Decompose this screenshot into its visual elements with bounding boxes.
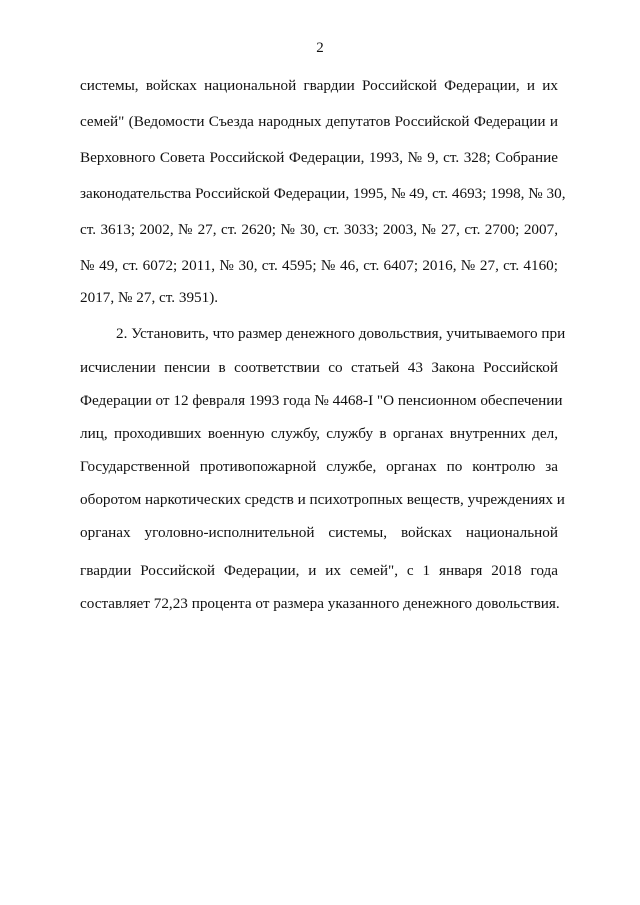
text-line: законодательства Российской Федерации, 1995, № 49, ст. 4693; 1998, № 30, [80,185,566,202]
page-number: 2 [316,40,324,56]
text-line: ст. 3613; 2002, № 27, ст. 2620; № 30, ст. 3033; 2003, № 27, ст. 2700; 2007, [80,221,558,238]
text-line: исчислении пенсии в соответствии со статьей 43 Закона Российской [80,359,558,376]
text-line: гвардии Российской Федерации, и их семей", с 1 января 2018 года [80,562,558,579]
paragraph-start-line: 2. Установить, что размер денежного довольствия, учитываемого при [116,325,566,342]
text-line: Федерации от 12 февраля 1993 года № 4468-I "О пенсионном обеспечении [80,392,563,409]
text-line: лиц, проходивших военную службу, службу в органах внутренних дел, [80,425,558,442]
text-line: семей" (Ведомости Съезда народных депутатов Российской Федерации и [80,113,558,130]
text-line: составляет 72,23 процента от размера указанного денежного довольствия. [80,595,560,612]
text-line: системы, войсках национальной гвардии Российской Федерации, и их [80,77,558,94]
text-line: Государственной противопожарной службе, органах по контролю за [80,458,558,475]
text-line: органах уголовно-исполнительной системы, войсках национальной [80,524,558,541]
text-line: № 49, ст. 6072; 2011, № 30, ст. 4595; № 46, ст. 6407; 2016, № 27, ст. 4160; [80,257,558,274]
text-line: 2017, № 27, ст. 3951). [80,289,219,306]
text-line: Верховного Совета Российской Федерации, 1993, № 9, ст. 328; Собрание [80,149,558,166]
text-line: оборотом наркотических средств и психотропных веществ, учреждениях и [80,491,565,508]
